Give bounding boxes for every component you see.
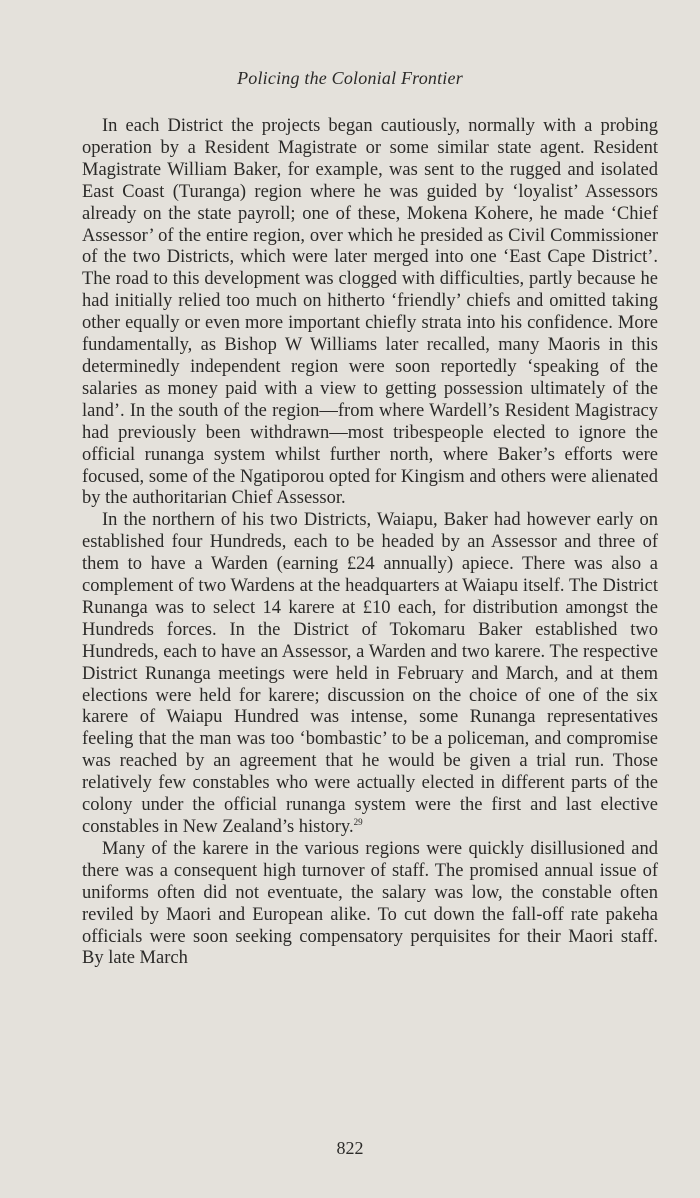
running-head: Policing the Colonial Frontier [237, 68, 463, 88]
paragraph-1: In each District the projects began cautiously, normally with a probing operation by a Resident Magistrate or some similar state agent. Resident Magistrate William Baker, for example, was sent to the rugged and isolated East Coast (Turanga) region where he was guided by ‘loyalist’ Assessors already on the state payroll; one of these, Mokena Kohere, he made ‘Chief Assessor’ of the entire region, over which he presided as Civil Commissioner of the two Districts, which were later merged into one ‘East Cape District’. The road to this development was clogged with difficulties, partly because he had initially relied too much on hitherto ‘friendly’ chiefs and omitted taking other equally or even more important chiefly strata into his confidence. More fundamentally, as Bishop W Williams later recalled, many Maoris in this determinedly independent region were soon reportedly ‘speaking of the salaries as money paid with a view to getting possession ultimately of the land’. In the south of the region—from where Wardell’s Resident Magistracy had previously been withdrawn—most tribespeople elected to ignore the official runanga system whilst further north, where Baker’s efforts were focused, some of the Ngatiporou opted for Kingism and others were alienated by the authoritarian Chief Assessor. [82, 116, 658, 509]
page-number: 822 [336, 1138, 364, 1158]
paragraph-2-text: In the northern of his two Districts, Waiapu, Baker had however early on established four Hundreds, each to be headed by an Assessor and three of them to have a Warden (earning £24 annually) apiece. There was also a complement of two Wardens at the headquarters at Waiapu itself. The District Runanga was to select 14 karere at £10 each, for distribution amongst the Hundreds forces. In the District of Tokomaru Baker established two Hundreds, each to have an Assessor, a Warden and two karere. The respective District Runanga meetings were held in February and March, and at them elections were held for karere; discussion on the choice of one of the six karere of Waiapu Hundred was intense, some Runanga representatives feeling that the man was too ‘bombastic’ to be a policeman, and compromise was reached by an agreement that he would be given a trial run. Those relatively few constables who were actually elected in different parts of the colony under the official runanga system were the first and last elective constables in New Zealand’s history. [82, 510, 658, 837]
body-text [82, 116, 658, 970]
paragraph-2 [82, 510, 658, 839]
paragraph-3: Many of the karere in the various regions were quickly disillusioned and there was a consequent high turnover of staff. The promised annual issue of uniforms often did not eventuate, the salary was low, the constable often reviled by Maori and European alike. To cut down the fall-off rate pakeha officials were soon seeking compensatory perquisites for their Maori staff. By late March [82, 838, 658, 969]
footnote-reference: 29 [353, 816, 363, 827]
